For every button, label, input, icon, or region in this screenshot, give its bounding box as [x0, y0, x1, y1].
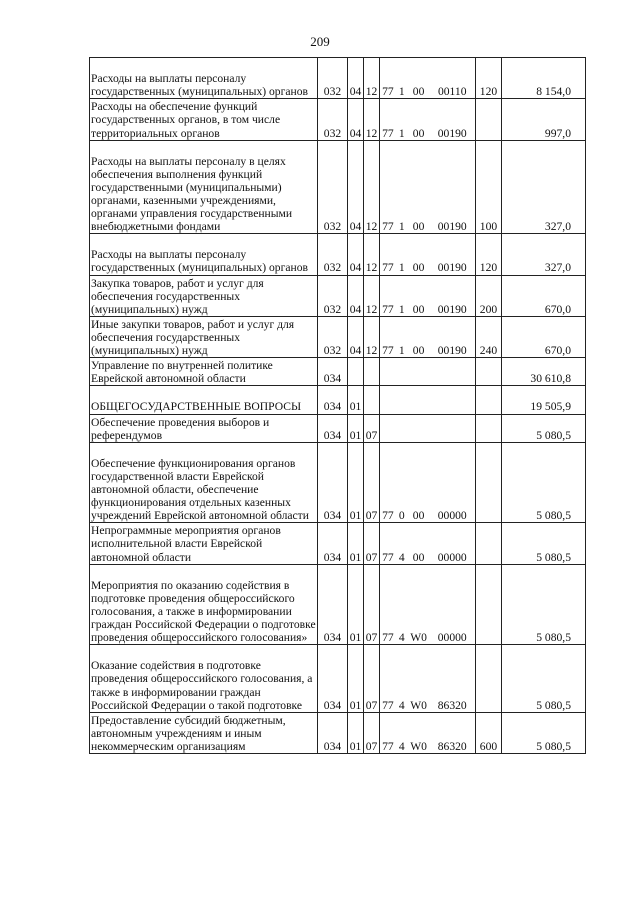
- ministry-code: 032: [318, 58, 348, 99]
- expense-type-code: 600: [476, 712, 502, 753]
- target-article-part: 77: [382, 126, 394, 140]
- target-article-part: 1: [398, 220, 405, 234]
- table-row: [90, 316, 586, 357]
- target-article-part: 1: [398, 344, 405, 358]
- amount: 5 080,5: [502, 442, 586, 523]
- target-article-part: 00: [412, 509, 425, 523]
- target-article-part: 00000: [437, 631, 467, 645]
- amount: 327,0: [502, 140, 586, 234]
- ministry-code: 032: [318, 234, 348, 275]
- target-article-part: 86320: [437, 739, 467, 753]
- target-article-code: [380, 386, 476, 414]
- amount: 8 154,0: [502, 58, 586, 99]
- expense-type-code: 200: [476, 275, 502, 316]
- target-article-part: 00190: [437, 126, 467, 140]
- target-article-code: [380, 564, 476, 645]
- target-article-part: 00: [412, 126, 425, 140]
- table-row: [90, 712, 586, 753]
- subsection-code: [364, 358, 380, 386]
- target-article-part: 1: [398, 261, 405, 275]
- subsection-code: 07: [364, 442, 380, 523]
- expense-type-code: [476, 564, 502, 645]
- target-article-parts: [380, 699, 475, 712]
- table-row: [90, 645, 586, 713]
- expense-type-code: 100: [476, 140, 502, 234]
- subsection-code: 12: [364, 234, 380, 275]
- target-article-part: 77: [382, 85, 394, 99]
- section-code: 01: [348, 564, 364, 645]
- target-article-parts: [380, 303, 475, 316]
- target-article-part: 1: [398, 302, 405, 316]
- target-article-part: W0: [410, 631, 427, 645]
- target-article-code: [380, 234, 476, 275]
- section-code: 04: [348, 234, 364, 275]
- expense-type-code: [476, 386, 502, 414]
- target-article-parts: [380, 509, 475, 522]
- target-article-code: [380, 523, 476, 564]
- target-article-part: 00: [412, 550, 425, 564]
- row-name: Оказание содействия в подготовке проведения общероссийского голосования, а также в информировании граждан Российской Федерации о такой подготовке: [90, 645, 318, 713]
- ministry-code: 034: [318, 386, 348, 414]
- target-article-part: 00190: [437, 302, 467, 316]
- section-code: 04: [348, 58, 364, 99]
- target-article-part: W0: [410, 739, 427, 753]
- row-name: Мероприятия по оказанию содействия в подготовке проведения общероссийского голосования, а также в информировании граждан Российской Федерации о подготовке проведения общероссийского голосования»: [90, 564, 318, 645]
- ministry-code: 034: [318, 712, 348, 753]
- expense-type-code: 120: [476, 58, 502, 99]
- target-article-code: [380, 414, 476, 442]
- expense-type-code: 240: [476, 316, 502, 357]
- target-article-code: [380, 712, 476, 753]
- ministry-code: 034: [318, 358, 348, 386]
- target-article-part: 86320: [437, 698, 467, 712]
- ministry-code: 034: [318, 414, 348, 442]
- section-code: 01: [348, 414, 364, 442]
- row-name: Предоставление субсидий бюджетным, автономным учреждениям и иным некоммерческим организациям: [90, 712, 318, 753]
- target-article-part: 77: [382, 344, 394, 358]
- target-article-part: 00: [412, 261, 425, 275]
- section-code: 04: [348, 99, 364, 140]
- table-row: [90, 564, 586, 645]
- target-article-part: 00190: [437, 344, 467, 358]
- target-article-part: 00190: [437, 261, 467, 275]
- amount: 670,0: [502, 316, 586, 357]
- row-name: Непрограммные мероприятия органов исполнительной власти Еврейской автономной области: [90, 523, 318, 564]
- subsection-code: 12: [364, 140, 380, 234]
- expense-type-code: [476, 645, 502, 713]
- table-row: [90, 234, 586, 275]
- ministry-code: 034: [318, 442, 348, 523]
- budget-table: [89, 57, 586, 754]
- subsection-code: [364, 386, 380, 414]
- target-article-part: 00000: [437, 550, 467, 564]
- target-article-parts: [380, 85, 475, 98]
- target-article-part: 77: [382, 550, 394, 564]
- target-article-parts: [380, 551, 475, 564]
- target-article-code: [380, 275, 476, 316]
- table-row: [90, 99, 586, 140]
- expense-type-code: 120: [476, 234, 502, 275]
- target-article-part: 77: [382, 302, 394, 316]
- subsection-code: 12: [364, 58, 380, 99]
- section-code: 01: [348, 442, 364, 523]
- target-article-part: 00: [412, 344, 425, 358]
- target-article-code: [380, 58, 476, 99]
- subsection-code: 12: [364, 275, 380, 316]
- ministry-code: 034: [318, 564, 348, 645]
- target-article-code: [380, 442, 476, 523]
- row-name: Иные закупки товаров, работ и услуг для обеспечения государственных (муниципальных) нужд: [90, 316, 318, 357]
- section-code: 01: [348, 645, 364, 713]
- target-article-part: 77: [382, 509, 394, 523]
- row-name: Расходы на выплаты персоналу государственных (муниципальных) органов: [90, 234, 318, 275]
- table-row: [90, 442, 586, 523]
- amount: 5 080,5: [502, 414, 586, 442]
- amount: 19 505,9: [502, 386, 586, 414]
- section-code: 01: [348, 386, 364, 414]
- amount: 670,0: [502, 275, 586, 316]
- target-article-part: 00: [412, 220, 425, 234]
- target-article-part: 77: [382, 698, 394, 712]
- table-row: [90, 140, 586, 234]
- expense-type-code: [476, 442, 502, 523]
- target-article-part: 77: [382, 631, 394, 645]
- amount: 5 080,5: [502, 645, 586, 713]
- section-code: 01: [348, 523, 364, 564]
- target-article-part: 00: [412, 85, 425, 99]
- target-article-parts: [380, 127, 475, 140]
- target-article-part: 77: [382, 739, 394, 753]
- ministry-code: 032: [318, 99, 348, 140]
- target-article-parts: [380, 740, 475, 753]
- expense-type-code: [476, 414, 502, 442]
- section-code: 01: [348, 712, 364, 753]
- row-name: ОБЩЕГОСУДАРСТВЕННЫЕ ВОПРОСЫ: [90, 386, 318, 414]
- target-article-part: 1: [398, 85, 405, 99]
- amount: 5 080,5: [502, 523, 586, 564]
- amount: 997,0: [502, 99, 586, 140]
- target-article-part: 00: [412, 302, 425, 316]
- ministry-code: 034: [318, 523, 348, 564]
- row-name: Обеспечение функционирования органов государственной власти Еврейской автономной области, обеспечение функционирования отдельных казенных учреждений Еврейской автономной области: [90, 442, 318, 523]
- section-code: [348, 358, 364, 386]
- target-article-part: 4: [398, 739, 405, 753]
- amount: 5 080,5: [502, 564, 586, 645]
- target-article-part: 00190: [437, 220, 467, 234]
- table-row: [90, 523, 586, 564]
- ministry-code: 032: [318, 275, 348, 316]
- target-article-part: 77: [382, 261, 394, 275]
- row-name: Закупка товаров, работ и услуг для обеспечения государственных (муниципальных) нужд: [90, 275, 318, 316]
- target-article-part: 77: [382, 220, 394, 234]
- target-article-code: [380, 645, 476, 713]
- section-code: 04: [348, 140, 364, 234]
- row-name: Расходы на выплаты персоналу государственных (муниципальных) органов: [90, 58, 318, 99]
- target-article-parts: [380, 631, 475, 644]
- target-article-part: 4: [398, 550, 405, 564]
- subsection-code: 07: [364, 523, 380, 564]
- target-article-code: [380, 316, 476, 357]
- table-row: [90, 414, 586, 442]
- section-code: 04: [348, 316, 364, 357]
- target-article-parts: [380, 261, 475, 274]
- subsection-code: 07: [364, 645, 380, 713]
- subsection-code: 12: [364, 316, 380, 357]
- target-article-part: 4: [398, 698, 405, 712]
- row-name: Обеспечение проведения выборов и референдумов: [90, 414, 318, 442]
- ministry-code: 032: [318, 140, 348, 234]
- amount: 30 610,8: [502, 358, 586, 386]
- expense-type-code: [476, 99, 502, 140]
- ministry-code: 032: [318, 316, 348, 357]
- row-name: Управление по внутренней политике Еврейской автономной области: [90, 358, 318, 386]
- table-body: [90, 58, 586, 754]
- table-row: [90, 386, 586, 414]
- expense-type-code: [476, 523, 502, 564]
- row-name: Расходы на обеспечение функций государственных органов, в том числе территориальных органов: [90, 99, 318, 140]
- subsection-code: 07: [364, 564, 380, 645]
- table-row: [90, 58, 586, 99]
- subsection-code: 07: [364, 414, 380, 442]
- target-article-code: [380, 358, 476, 386]
- target-article-code: [380, 140, 476, 234]
- target-article-part: 00110: [437, 85, 467, 99]
- target-article-part: 4: [398, 631, 405, 645]
- row-name: Расходы на выплаты персоналу в целях обеспечения выполнения функций государственными (муниципальными) органами, казенными учреждениями, органами управления государственными внебюджетными фондами: [90, 140, 318, 234]
- section-code: 04: [348, 275, 364, 316]
- target-article-part: 0: [398, 509, 405, 523]
- amount: 5 080,5: [502, 712, 586, 753]
- table-row: [90, 275, 586, 316]
- subsection-code: 07: [364, 712, 380, 753]
- target-article-parts: [380, 220, 475, 233]
- target-article-part: 1: [398, 126, 405, 140]
- target-article-part: W0: [410, 698, 427, 712]
- ministry-code: 034: [318, 645, 348, 713]
- expense-type-code: [476, 358, 502, 386]
- subsection-code: 12: [364, 99, 380, 140]
- target-article-part: 00000: [437, 509, 467, 523]
- table-row: [90, 358, 586, 386]
- target-article-parts: [380, 344, 475, 357]
- target-article-code: [380, 99, 476, 140]
- page-number: 209: [310, 34, 330, 49]
- amount: 327,0: [502, 234, 586, 275]
